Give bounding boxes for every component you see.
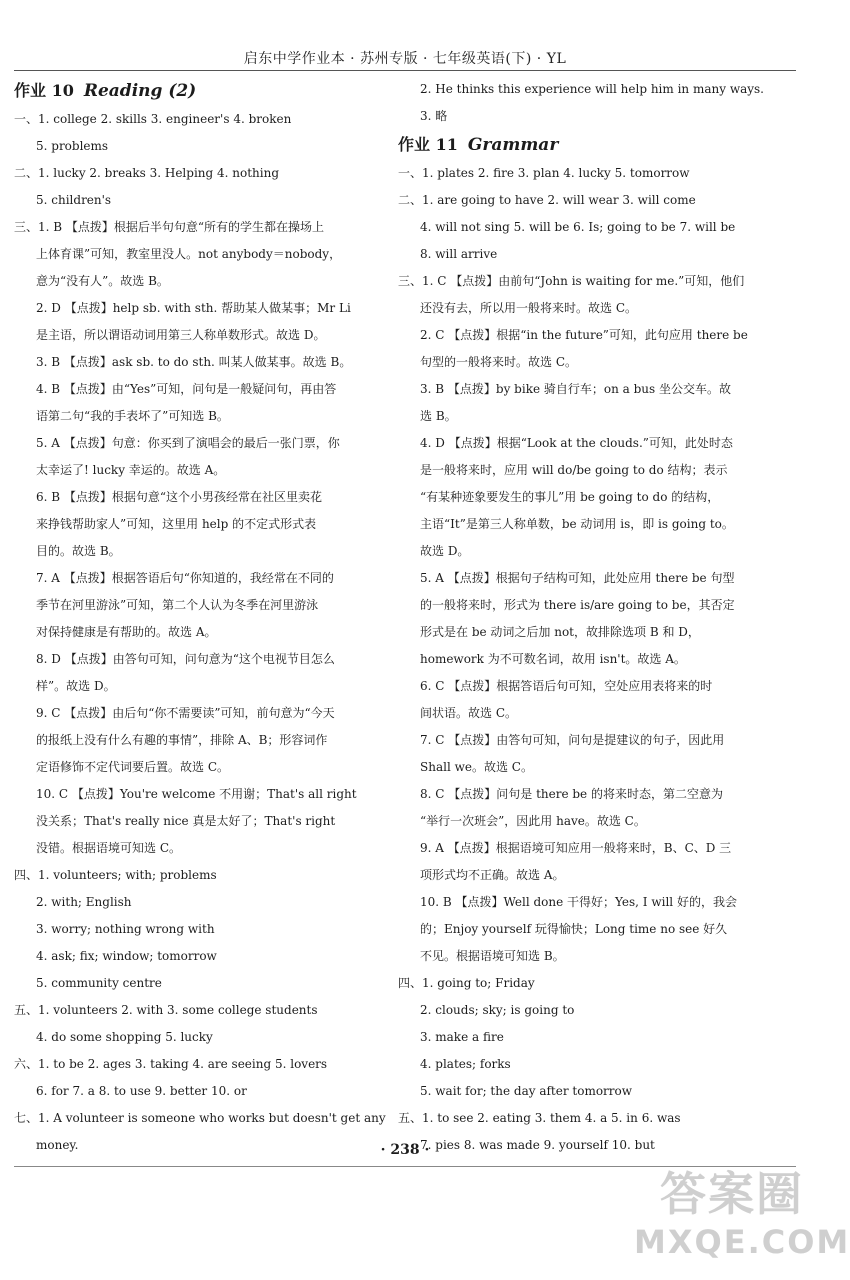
answer-line: 3. B 【点拨】by bike 骑自行车；on a bus 坐公交车。故 bbox=[420, 382, 731, 396]
answer-line: 7. A 【点拨】根据答语后句“你知道的，我经常在不同的 bbox=[36, 571, 334, 585]
answer-line: 7. pies 8. was made 9. yourself 10. but bbox=[420, 1138, 655, 1152]
answer-line: 3. B 【点拨】ask sb. to do sth. 叫某人做某事。故选 B。 bbox=[36, 355, 352, 369]
answer-line: 四、1. volunteers; with; problems bbox=[14, 868, 217, 882]
answer-line: 5. community centre bbox=[36, 976, 162, 990]
answer-line: 9. A 【点拨】根据语境可知应用一般将来时，B、C、D 三 bbox=[420, 841, 732, 855]
right-column bbox=[398, 76, 794, 1159]
answer-line: 选 B。 bbox=[420, 409, 457, 423]
answer-line: 目的。故选 B。 bbox=[36, 544, 121, 558]
answer-line: 不见。根据语境可知选 B。 bbox=[420, 949, 565, 963]
answer-line: 4. B 【点拨】由“Yes”可知，问句是一般疑问句，再由答 bbox=[36, 382, 337, 396]
answer-list-right bbox=[398, 160, 794, 1159]
section-name: Grammar bbox=[467, 135, 559, 155]
answer-line: 7. C 【点拨】由答句可知，问句是提建议的句子，因此用 bbox=[420, 733, 725, 747]
answer-line: 5. children's bbox=[36, 193, 112, 207]
answer-line: 项形式均不正确。故选 A。 bbox=[420, 868, 565, 882]
answer-line: 4. ask; fix; window; tomorrow bbox=[36, 949, 217, 963]
answer-line: money. bbox=[36, 1138, 79, 1152]
answer-line: 句型的一般将来时。故选 C。 bbox=[420, 355, 577, 369]
answer-line: 5. wait for; the day after tomorrow bbox=[420, 1084, 633, 1098]
section-title-homework-11 bbox=[398, 130, 794, 160]
answer-line: 的；Enjoy yourself 玩得愉快；Long time no see 好久 bbox=[420, 922, 728, 936]
answer-line: 8. C 【点拨】问句是 there be 的将来时态，第二空意为 bbox=[420, 787, 723, 801]
page-number: · 238 · bbox=[380, 1142, 430, 1158]
answer-line: 上体育课”可知，教室里没人。not anybody＝nobody， bbox=[36, 247, 342, 261]
page-header: 启东中学作业本 · 苏州专版 · 七年级英语(下) · YL bbox=[243, 51, 567, 67]
answer-line: 五、1. volunteers 2. with 3. some college students bbox=[14, 1003, 318, 1017]
answer-line: “举行一次班会”，因此用 have。故选 C。 bbox=[420, 814, 646, 828]
answer-line: 9. C 【点拨】由后句“你不需要读”可知，前句意为“今天 bbox=[36, 706, 335, 720]
section-name: Reading (2) bbox=[83, 81, 197, 101]
answer-line: 意为“没有人”。故选 B。 bbox=[36, 274, 169, 288]
answer-line: 样”。故选 D。 bbox=[36, 679, 116, 693]
answer-line: homework 为不可数名词，故用 isn't。故选 A。 bbox=[420, 652, 686, 666]
answer-line: 还没有去，所以用一般将来时。故选 C。 bbox=[420, 301, 637, 315]
answer-line: 5. A 【点拨】句意：你买到了演唱会的最后一张门票，你 bbox=[36, 436, 340, 450]
left-column bbox=[14, 76, 386, 1159]
answer-line: 6. C 【点拨】根据答语后句可知，空处应用表将来的时 bbox=[420, 679, 713, 693]
answer-line: 2. clouds; sky; is going to bbox=[420, 1003, 575, 1017]
answer-line: 太幸运了! lucky 幸运的。故选 A。 bbox=[36, 463, 226, 477]
answer-line: 四、1. going to; Friday bbox=[398, 976, 535, 990]
answer-line: 3. 略 bbox=[420, 109, 448, 123]
answer-line: 定语修饰不定代词要后置。故选 C。 bbox=[36, 760, 229, 774]
answer-line: 2. He thinks this experience will help him in many ways. bbox=[420, 82, 764, 96]
section-prefix: 作业 11 bbox=[398, 135, 458, 154]
answer-line: 8. will arrive bbox=[420, 247, 498, 261]
answer-line: 间状语。故选 C。 bbox=[420, 706, 517, 720]
answer-line: 三、1. C 【点拨】由前句“John is waiting for me.”可知，他们 bbox=[398, 274, 745, 288]
answer-list-right-top bbox=[398, 76, 794, 130]
answer-line: Shall we。故选 C。 bbox=[420, 760, 533, 774]
answer-line: 对保持健康是有帮助的。故选 A。 bbox=[36, 625, 217, 639]
answer-line: 的报纸上没有什么有趣的事情”，排除 A、B；形容词作 bbox=[36, 733, 328, 747]
answer-line: 6. B 【点拨】根据句意“这个小男孩经常在社区里卖花 bbox=[36, 490, 323, 504]
answer-line: 没错。根据语境可知选 C。 bbox=[36, 841, 181, 855]
answer-line: 2. with; English bbox=[36, 895, 132, 909]
answer-line: 2. D 【点拨】help sb. with sth. 帮助某人做某事；Mr Li bbox=[36, 301, 351, 315]
answer-line: 6. for 7. a 8. to use 9. better 10. or bbox=[36, 1084, 247, 1098]
answer-line: 4. do some shopping 5. lucky bbox=[36, 1030, 213, 1044]
answer-line: 是一般将来时，应用 will do/be going to do 结构；表示 bbox=[420, 463, 728, 477]
answer-line: “有某种迹象要发生的事儿”用 be going to do 的结构， bbox=[420, 490, 720, 504]
answer-line: 10. B 【点拨】Well done 干得好；Yes, I will 好的，我会 bbox=[420, 895, 737, 909]
section-prefix: 作业 10 bbox=[14, 81, 74, 100]
answer-line: 4. plates; forks bbox=[420, 1057, 511, 1071]
answer-line: 3. make a fire bbox=[420, 1030, 504, 1044]
watermark-text-top: 答案圈 bbox=[660, 1167, 804, 1221]
section-title-homework-10 bbox=[14, 76, 380, 106]
answer-line: 5. problems bbox=[36, 139, 109, 153]
answer-line: 的一般将来时，形式为 there is/are going to be，其否定 bbox=[420, 598, 735, 612]
answer-line: 2. C 【点拨】根据“in the future”可知，此句应用 there be bbox=[420, 328, 748, 342]
answer-line: 二、1. are going to have 2. will wear 3. will come bbox=[398, 193, 696, 207]
answer-line: 形式是在 be 动词之后加 not，故排除选项 B 和 D， bbox=[420, 625, 700, 639]
answer-line: 故选 D。 bbox=[420, 544, 470, 558]
answer-line: 一、1. plates 2. fire 3. plan 4. lucky 5. tomorrow bbox=[398, 166, 690, 180]
answer-line: 语第二句“我的手表坏了”可知选 B。 bbox=[36, 409, 229, 423]
answer-line: 3. worry; nothing wrong with bbox=[36, 922, 215, 936]
answer-line: 4. D 【点拨】根据“Look at the clouds.”可知，此处时态 bbox=[420, 436, 733, 450]
answer-line: 没关系；That's really nice 真是太好了；That's right bbox=[36, 814, 336, 828]
answer-line: 七、1. A volunteer is someone who works but doesn't get any bbox=[14, 1111, 386, 1125]
watermark-text-bottom: MXQE.COM bbox=[634, 1223, 850, 1261]
answer-line: 来挣钱帮助家人”可知，这里用 help 的不定式形式表 bbox=[36, 517, 317, 531]
answer-line: 一、1. college 2. skills 3. engineer's 4. broken bbox=[14, 112, 292, 126]
answer-line: 5. A 【点拨】根据句子结构可知，此处应用 there be 句型 bbox=[420, 571, 735, 585]
answer-line: 五、1. to see 2. eating 3. them 4. a 5. in 6. was bbox=[398, 1111, 681, 1125]
answer-line: 三、1. B 【点拨】根据后半句句意“所有的学生都在操场上 bbox=[14, 220, 325, 234]
answer-line: 六、1. to be 2. ages 3. taking 4. are seeing 5. lovers bbox=[14, 1057, 328, 1071]
answer-list-left bbox=[14, 106, 386, 1159]
header-divider bbox=[14, 70, 796, 71]
answer-line: 主语“It”是第三人称单数，be 动词用 is，即 is going to。 bbox=[420, 517, 734, 531]
answer-line: 4. will not sing 5. will be 6. Is; going to be 7. will be bbox=[420, 220, 736, 234]
answer-line: 是主语，所以谓语动词用第三人称单数形式。故选 D。 bbox=[36, 328, 326, 342]
answer-line: 二、1. lucky 2. breaks 3. Helping 4. nothing bbox=[14, 166, 280, 180]
answer-line: 8. D 【点拨】由答句可知，问句意为“这个电视节目怎么 bbox=[36, 652, 335, 666]
answer-line: 10. C 【点拨】You're welcome 不用谢；That's all right bbox=[36, 787, 357, 801]
answer-line: 季节在河里游泳”可知，第二个人认为冬季在河里游泳 bbox=[36, 598, 319, 612]
site-watermark-logo bbox=[634, 1166, 850, 1276]
